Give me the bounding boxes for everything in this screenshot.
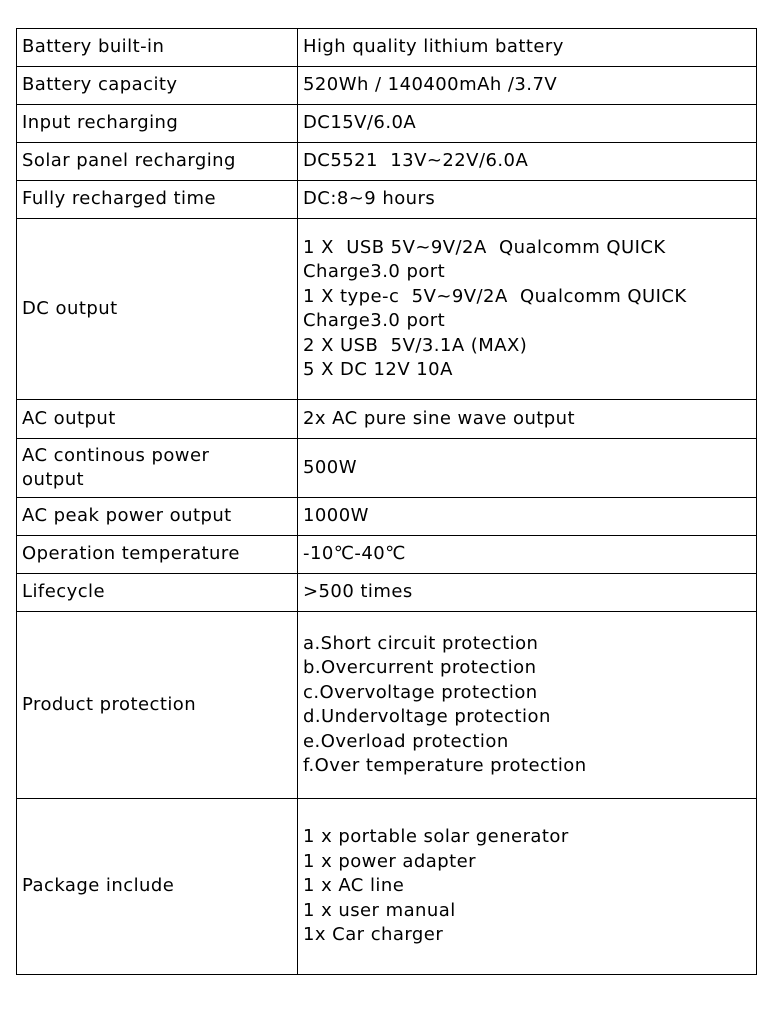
spec-value-line: 1 x power adapter [303,850,476,872]
spec-label: AC output [17,400,298,439]
spec-value-line: 1 x user manual [303,899,456,921]
spec-value-line: 1 x AC line [303,875,405,897]
spec-value-line: Charge3.0 port [303,261,446,282]
spec-value [298,105,757,143]
table-row [17,439,757,498]
table-row [17,574,757,612]
spec-label: AC continous power output [17,439,298,498]
table-row [17,105,757,143]
spec-value-line: c.Overvoltage protection [303,681,538,703]
table-row [17,181,757,219]
spec-value-line: f.Over temperature protection [303,755,587,776]
spec-value-line: 2 X USB 5V/3.1A (MAX) [303,334,528,356]
spec-value [298,143,757,181]
spec-value [298,799,757,975]
spec-label: Operation temperature [17,536,298,574]
spec-value-line: 1000W [303,505,369,527]
table-row [17,400,757,439]
spec-label: Battery built-in [17,29,298,67]
spec-value-line: b.Overcurrent protection [303,657,537,678]
spec-value-line: >500 times [303,581,413,603]
spec-value-line: -10℃-40℃ [303,543,406,565]
spec-value [298,612,757,799]
spec-label: Battery capacity [17,67,298,105]
spec-value [298,29,757,67]
spec-value-line: DC5521 13V~22V/6.0A [303,150,529,172]
table-row [17,498,757,536]
spec-value-line: 1x Car charger [303,924,444,946]
spec-value-line: a.Short circuit protection [303,632,539,654]
table-row [17,67,757,105]
table-row [17,219,757,400]
spec-label: Fully recharged time [17,181,298,219]
table-row [17,612,757,799]
table-row [17,29,757,67]
spec-value-line: 520Wh / 140400mAh /3.7V [303,74,558,96]
spec-value-line: 2x AC pure sine wave output [303,407,576,429]
spec-value-line: 1 X USB 5V~9V/2A Qualcomm QUICK [303,236,666,258]
spec-value-line: DC15V/6.0A [303,112,417,134]
spec-label: AC peak power output [17,498,298,536]
spec-value [298,574,757,612]
spec-table-body [17,29,757,975]
spec-value [298,181,757,219]
spec-value-line: DC:8~9 hours [303,188,436,210]
spec-label: Lifecycle [17,574,298,612]
spec-value-line: 500W [303,456,357,478]
spec-value [298,219,757,400]
spec-value-line: 1 X type-c 5V~9V/2A Qualcomm QUICK [303,285,687,307]
spec-value-line: e.Overload protection [303,730,509,752]
spec-value [298,400,757,439]
spec-value [298,67,757,105]
spec-table [16,28,757,975]
spec-value-line: Charge3.0 port [303,310,446,331]
table-row [17,536,757,574]
table-row [17,799,757,975]
spec-value [298,536,757,574]
spec-label: Solar panel recharging [17,143,298,181]
spec-value-line: 5 X DC 12V 10A [303,359,453,380]
spec-label: DC output [17,219,298,400]
spec-value [298,498,757,536]
spec-value-line: d.Undervoltage protection [303,706,551,727]
table-row [17,143,757,181]
spec-label: Input recharging [17,105,298,143]
spec-label: Product protection [17,612,298,799]
spec-value-line: 1 x portable solar generator [303,826,569,848]
spec-value-line: High quality lithium battery [303,36,564,58]
spec-label: Package include [17,799,298,975]
spec-value [298,439,757,498]
